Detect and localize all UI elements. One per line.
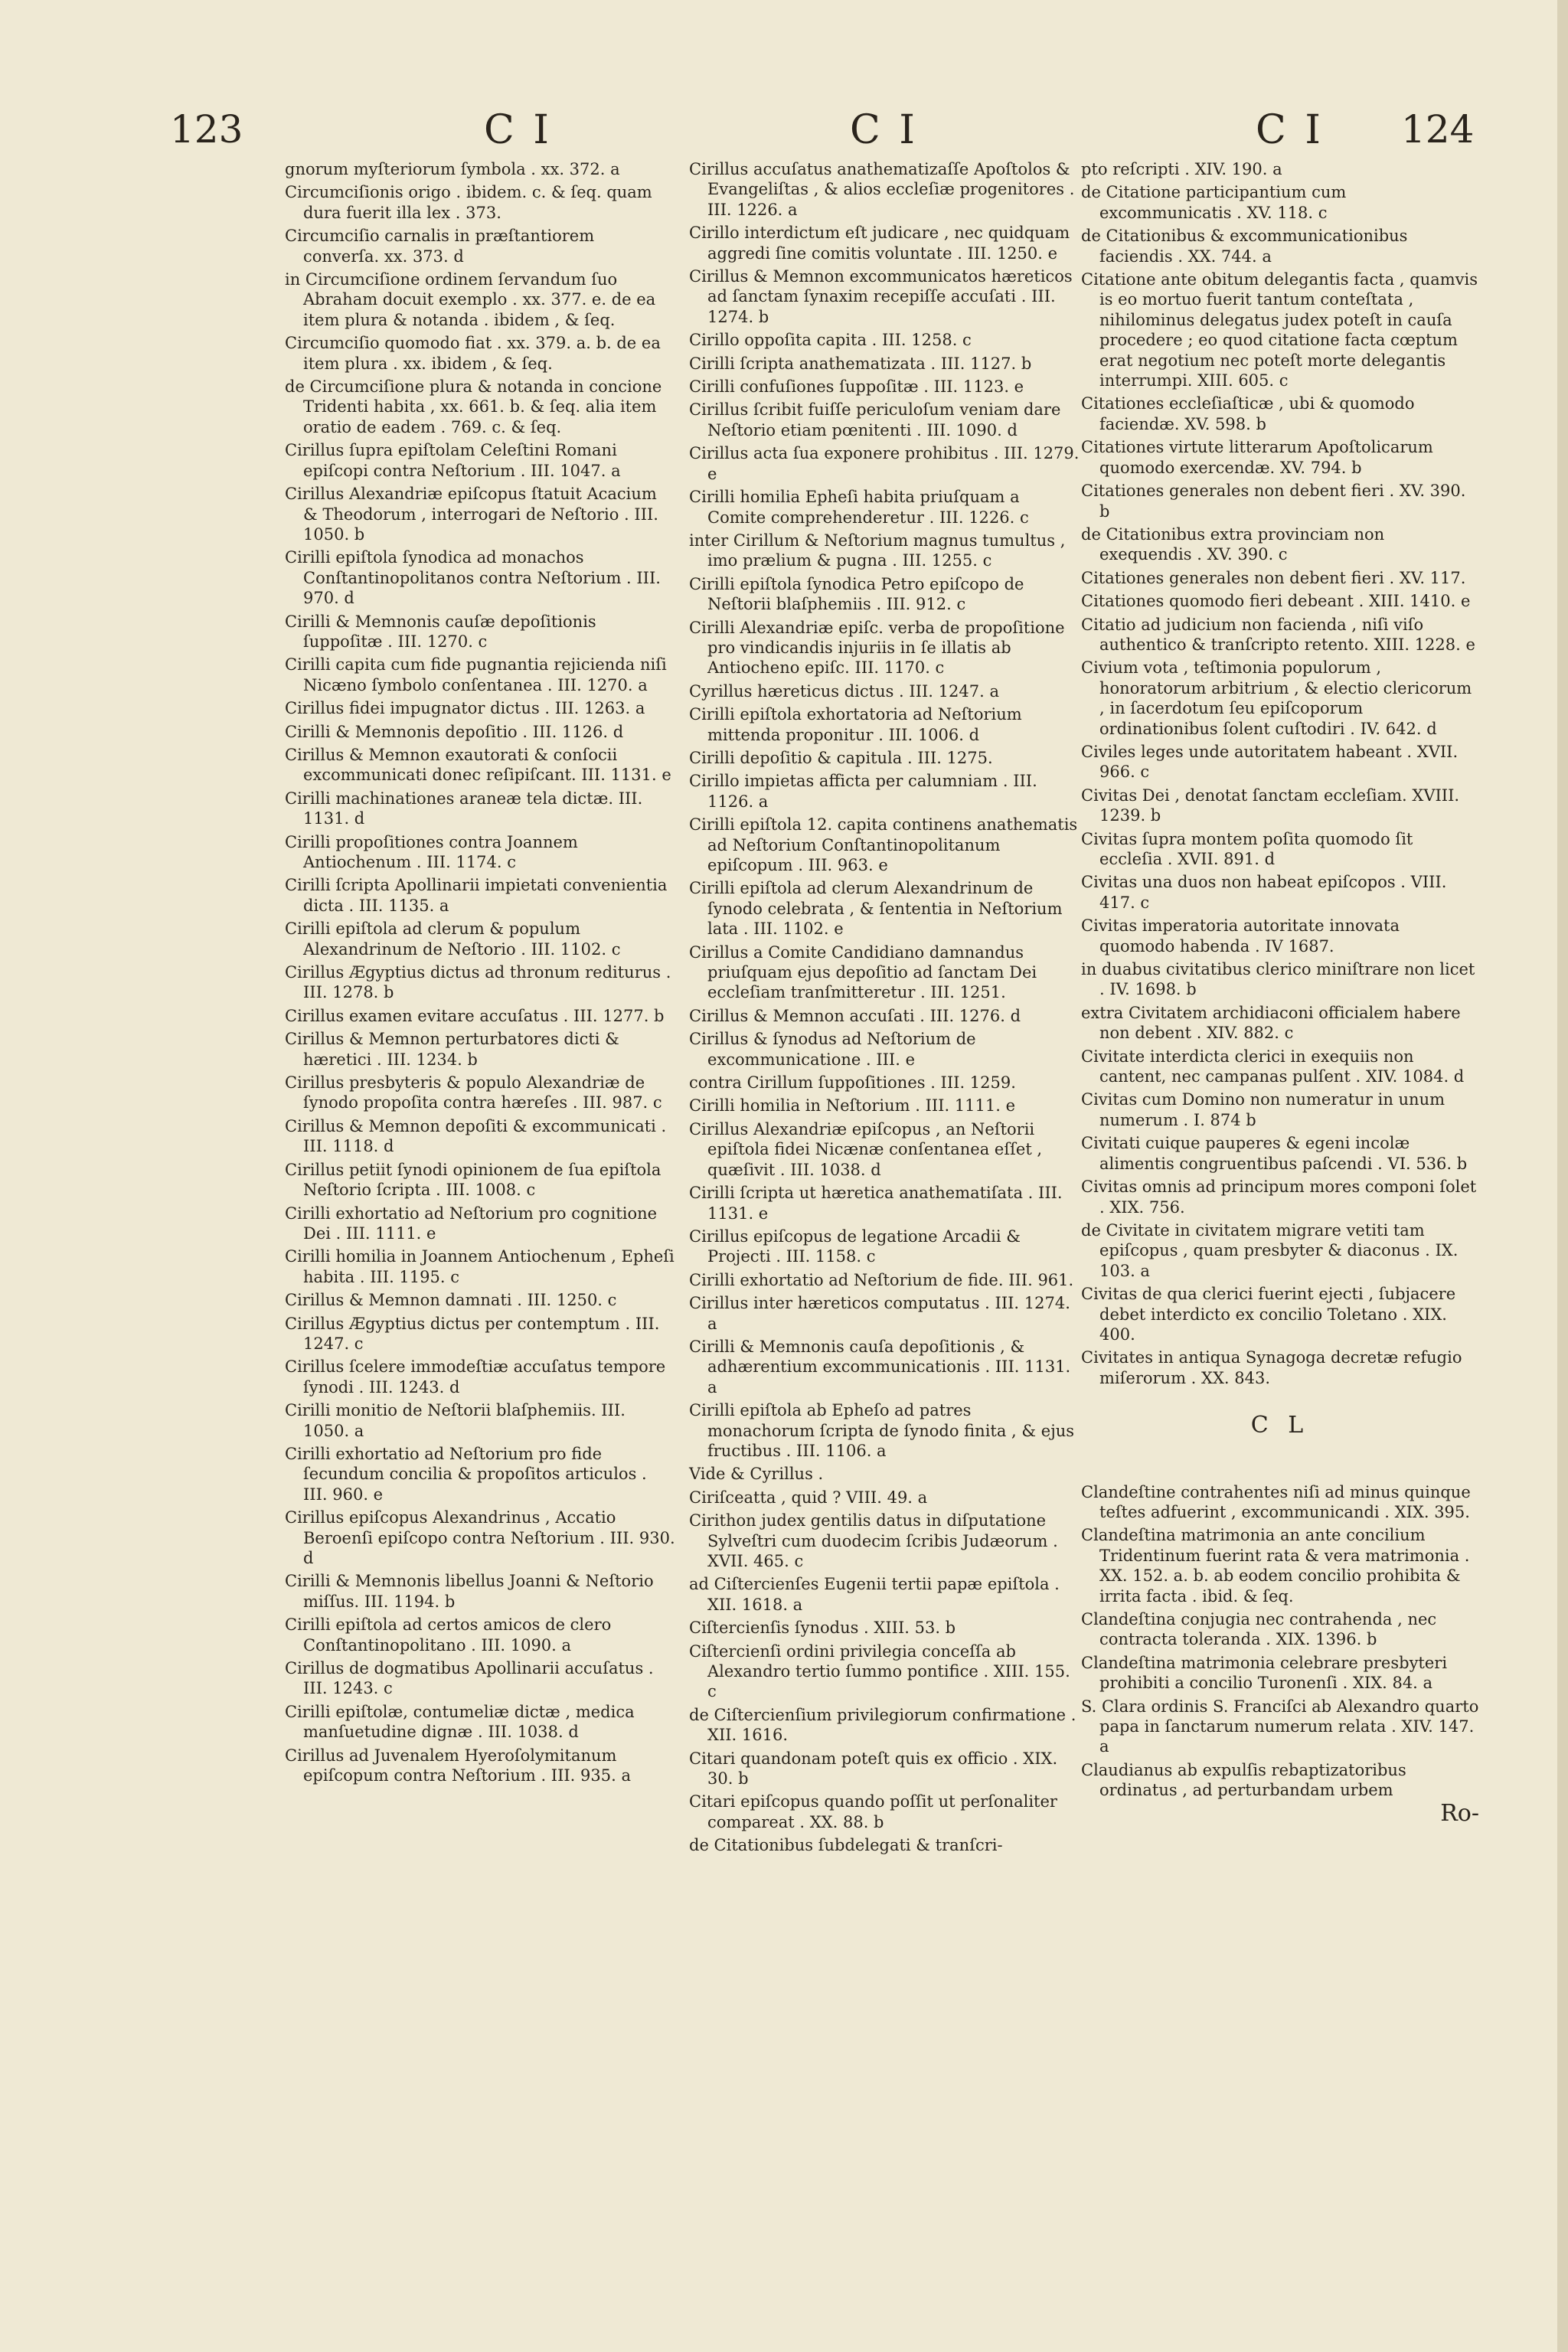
index-entry: Cirillus acta ſua exponere prohibitus . III. 1279. e xyxy=(689,444,1080,483)
index-entry: de Circumciſione plura & notanda in concione Tridenti habita , xx. 661. b. & ſeq. alia item oratio de eadem . 769. c. & ſeq. xyxy=(285,377,662,436)
index-entry: Ciſtercienſis ſynodus . XIII. 53. b xyxy=(689,1619,956,1638)
index-entry: Civitas una duos non habeat epiſcopos . VIII. 417. c xyxy=(1081,873,1447,912)
index-entry: Citationes generales non debent fieri . XV. 390. b xyxy=(1081,482,1466,521)
index-entry: Civitas imperatoria autoritate innovata quomodo habenda . IV 1687. xyxy=(1081,916,1400,956)
index-entry: Cirilli & Memnonis depoſitio . III. 1126. d xyxy=(285,722,624,741)
index-entry: Clandeſtina matrimonia an ante concilium Tridentinum fuerint rata & vera matrimonia . XX. 152. a. b. ab eodem concilio prohibita & irrita facta . ibid. & ſeq. xyxy=(1081,1526,1470,1606)
index-entry: Circumciſio quomodo fiat . xx. 379. a. b. de ea item plura . xx. ibidem , & ſeq. xyxy=(285,334,661,373)
index-entry: extra Civitatem archidiaconi officialem habere non debent . XIV. 882. c xyxy=(1081,1003,1461,1043)
index-entry: Civiles leges unde autoritatem habeant . XVII. 966. c xyxy=(1081,742,1459,782)
index-entry: Cirillus de dogmatibus Apollinarii accuſatus . III. 1243. c xyxy=(285,1659,654,1698)
index-column-3 xyxy=(1081,159,1479,1827)
index-entry: Cirilli homilia in Neſtorium . III. 1111. e xyxy=(689,1096,1016,1116)
index-entry: Cirilli epiſtola exhortatoria ad Neſtorium mittenda proponitur . III. 1006. d xyxy=(689,705,1022,744)
page-edge xyxy=(1557,0,1568,2352)
index-entry: Cirillus examen evitare accuſatus . III. 1277. b xyxy=(285,1006,665,1025)
index-entry: S. Clara ordinis S. Franciſci ab Alexandro quarto papa in ſanctarum numerum relata . XIV. 147. a xyxy=(1081,1697,1479,1756)
index-entry: Ciriſceatta , quid ? VIII. 49. a xyxy=(689,1488,928,1507)
index-entry: Cirilli homilia in Joannem Antiochenum , Epheſi habita . III. 1195. c xyxy=(285,1247,675,1286)
index-entry: Clandeſtina conjugia nec contrahenda , nec contracta toleranda . XIX. 1396. b xyxy=(1081,1610,1437,1649)
index-entry: de Citationibus & excommunicationibus faciendis . XX. 744. a xyxy=(1081,227,1408,266)
index-entry: Clandeſtina matrimonia celebrare presbyteri prohibiti a concilio Turonenſi . XIX. 84. a xyxy=(1081,1653,1448,1693)
index-entry: Cirillus ſupra epiſtolam Celeſtini Romani epiſcopi contra Neſtorium . III. 1047. a xyxy=(285,441,621,480)
index-entry: gnorum myſteriorum ſymbola . xx. 372. a xyxy=(285,160,620,178)
index-entry: Cirillus ſcribit fuiſſe periculoſum veniam dare Neſtorio etiam pœnitenti . III. 1090. d xyxy=(689,400,1061,439)
index-column-1 xyxy=(285,159,675,1788)
index-entry: ad Ciſtercienſes Eugenii tertii papæ epiſtola . XII. 1618. a xyxy=(689,1575,1060,1614)
index-entry: Cirillus accuſatus anathematizaſſe Apoſtolos & Evangeliſtas , & alios eccleſiæ progenitores . III. 1226. a xyxy=(689,160,1075,219)
index-entry: Cirillus Alexandriæ epiſcopus , an Neſtorii epiſtola fidei Nicænæ conſentanea eſſet , quæſivit . III. 1038. d xyxy=(689,1119,1043,1179)
index-entry: Civitate interdicta clerici in exequiis non cantent, nec campanas pulſent . XIV. 1084. d xyxy=(1081,1047,1465,1086)
index-entry: de Citationibus ſubdelegati & tranſcri- xyxy=(689,1836,1003,1855)
index-entry: Cirilli propoſitiones contra Joannem Antiochenum . III. 1174. c xyxy=(285,832,578,871)
index-entry: Cirilli exhortatio ad Neſtorium pro cognitione Dei . III. 1111. e xyxy=(285,1204,658,1243)
index-entry: in duabus civitatibus clerico miniſtrare non licet . IV. 1698. b xyxy=(1081,960,1475,999)
index-entry: Citationes generales non debent fieri . XV. 117. xyxy=(1081,568,1466,587)
index-entry: Cirillo oppoſita capita . III. 1258. c xyxy=(689,331,972,350)
index-entry: Cirilli & Memnonis cauſæ depoſitionis ſuppoſitæ . III. 1270. c xyxy=(285,612,596,651)
index-entry: Cirillus epiſcopus Alexandrinus , Accatio Beroenſi epiſcopo contra Neſtorium . III. 930. d xyxy=(285,1508,675,1567)
index-entry: de Civitate in civitatem migrare vetiti tam epiſcopus , quam presbyter & diaconus . IX. 103. a xyxy=(1081,1220,1459,1280)
index-entry: Cirilli & Memnonis libellus Joanni & Neſtorio miſſus. III. 1194. b xyxy=(285,1572,654,1611)
index-entry: Cirilli epiſtola ſynodica ad monachos Conſtantinopolitanos contra Neſtorium . III. 970. d xyxy=(285,548,661,608)
index-entry: Citationes eccleſiaſticæ , ubi & quomodo faciendæ. XV. 598. b xyxy=(1081,394,1415,433)
index-entry: Cirilli epiſtola ab Epheſo ad patres monachorum ſcripta de ſynodo finita , & ejus fructibus . III. 1106. a xyxy=(689,1401,1075,1460)
index-entry: Cirithon judex gentilis datus in diſputatione Sylveſtri cum duodecim ſcribis Judæorum . XVII. 465. c xyxy=(689,1511,1058,1570)
index-entry: Citari epiſcopus quando poſſit ut perſonaliter compareat . XX. 88. b xyxy=(689,1792,1057,1831)
index-entry: Cirillus & Memnon damnati . III. 1250. c xyxy=(285,1291,617,1310)
index-entry: Cirillus epiſcopus de legatione Arcadii & Projecti . III. 1158. c xyxy=(689,1227,1021,1266)
index-entry: Cirillus ſcelere immodeſtiæ accuſatus tempore ſynodi . III. 1243. d xyxy=(285,1357,666,1396)
column-3-entries-ci xyxy=(1081,159,1479,1388)
index-entry: Cirillus & Memnon perturbatores dicti & hæretici . III. 1234. b xyxy=(285,1030,619,1069)
section-heading: C L xyxy=(1250,1412,1310,1439)
right-page-number: 124 xyxy=(1401,107,1475,152)
index-entry: Cirillus & Memnon accuſati . III. 1276. d xyxy=(689,1006,1021,1025)
column-3-entries-cl xyxy=(1081,1482,1479,1801)
index-entry: de Ciſtercienſium privilegiorum confirmatione . XII. 1616. xyxy=(689,1705,1076,1745)
center-running-head: C I xyxy=(850,107,918,153)
index-entry: Cirillus petiit ſynodi opinionem de ſua epiſtola Neſtorio ſcripta . III. 1008. c xyxy=(285,1160,662,1200)
index-entry: Civium vota , teſtimonia populorum , honoratorum arbitrium , & electio clericorum , in ſacerdotum ſeu epiſcoporum ordinationibus ſolent cuſtodiri . IV. 642. d xyxy=(1081,658,1472,738)
index-entry: Clandeſtine contrahentes niſi ad minus quinque teſtes adfuerint , excommunicandi . XIX. 395. xyxy=(1081,1482,1471,1521)
index-entry: Citatione ante obitum delegantis facta , quamvis is eo mortuo fuerit tantum conteſtata , nihilominus delegatus judex poteſt in cauſa procedere ; eo quod citatione facta cœptum erat negotium nec poteſt morte delegantis interrumpi. XIII. 605. c xyxy=(1081,270,1478,390)
index-entry: in Circumciſione ordinem ſervandum ſuo Abraham docuit exemplo . xx. 377. e. de ea item plura & notanda . ibidem , & ſeq. xyxy=(285,270,656,329)
index-entry: Cirillo interdictum eſt judicare , nec quidquam aggredi ſine comitis voluntate . III. 1250. e xyxy=(689,224,1070,263)
index-entry: Cirillus Ægyptius dictus per contemptum . III. 1247. c xyxy=(285,1314,660,1353)
index-entry: Cirilli homilia Epheſi habita priuſquam a Comite comprehenderetur . III. 1226. c xyxy=(689,488,1029,527)
index-entry: Cirilli confuſiones ſuppoſitæ . III. 1123. e xyxy=(689,377,1024,397)
index-entry: Citatio ad judicium non facienda , niſi viſo authentico & tranſcripto retento. XIII. 1228. e xyxy=(1081,615,1475,654)
index-entry: Cirillus & ſynodus ad Neſtorium de excommunicatione . III. e xyxy=(689,1030,976,1069)
index-entry: Cirillus inter hæreticos computatus . III. 1274. a xyxy=(689,1294,1070,1333)
index-entry: Cirilli exhortatio ad Neſtorium de fide. III. 961. xyxy=(689,1270,1074,1289)
index-entry: Civitas Dei , denotat ſanctam eccleſiam. XVIII. 1239. b xyxy=(1081,786,1460,825)
index-entry: Cirilli epiſtolæ, contumeliæ dictæ , medica manſuetudine dignæ . III. 1038. d xyxy=(285,1702,635,1742)
index-entry: Cirilli & Memnonis cauſa depoſitionis , & adhærentium excommunicationis . III. 1131. a xyxy=(689,1337,1071,1396)
left-page-number: 123 xyxy=(170,107,243,152)
index-entry: Cirillus fidei impugnator dictus . III. 1263. a xyxy=(285,699,645,718)
index-entry: Cirilli machinationes araneæ tela dictæ. III. 1131. d xyxy=(285,789,643,828)
index-entry: Civitas ſupra montem poſita quomodo ſit eccleſia . XVII. 891. d xyxy=(1081,829,1413,868)
index-entry: Cirilli capita cum fide pugnantia rejicienda niſi Nicæno ſymbolo conſentanea . III. 1270. a xyxy=(285,655,667,694)
right-running-head: C I xyxy=(1256,107,1324,153)
index-entry: inter Cirillum & Neſtorium magnus tumultus , imo prælium & pugna . III. 1255. c xyxy=(689,531,1066,570)
index-entry: Cirilli monitio de Neſtorii blaſphemiis. III. 1050. a xyxy=(285,1401,626,1440)
index-entry: Cirillus ad Juvenalem Hyeroſolymitanum epiſcopum contra Neſtorium . III. 935. a xyxy=(285,1746,631,1785)
index-entry: Cirilli epiſtola 12. capita continens anathematis ad Neſtorium Conſtantinopolitanum epiſcopum . III. 963. e xyxy=(689,815,1078,874)
index-entry: Cirillus a Comite Candidiano damnandus priuſquam ejus depoſitio ad ſanctam Dei eccleſiam tranſmitteretur . III. 1251. xyxy=(689,942,1037,1002)
index-entry: Ciſtercienſi ordini privilegia conceſſa ab Alexandro tertio ſummo pontifice . XIII. 155. c xyxy=(689,1642,1070,1701)
index-entry: Civitas de qua clerici fuerint ejecti , ſubjacere debet interdicto ex concilio Toletano . XIX. 400. xyxy=(1081,1285,1456,1344)
index-entry: Cirilli exhortatio ad Neſtorium pro fide ſecundum concilia & propoſitos articulos . III. 960. e xyxy=(285,1444,647,1504)
index-entry: Cirilli ſcripta Apollinarii impietati convenientia dicta . III. 1135. a xyxy=(285,876,668,915)
index-entry: Civitas omnis ad principum mores componi ſolet . XIX. 756. xyxy=(1081,1178,1477,1217)
index-entry: Cirilli epiſtola ad clerum & populum Alexandrinum de Neſtorio . III. 1102. c xyxy=(285,920,621,959)
index-entry: pto reſcripti . XIV. 190. a xyxy=(1081,160,1282,178)
index-entry: Citari quandonam poteſt quis ex officio . XIX. 30. b xyxy=(689,1749,1058,1788)
index-entry: Cirillus Alexandriæ epiſcopus ſtatuit Acacium & Theodorum , interrogari de Neſtorio . III. 1050. b xyxy=(285,485,658,544)
index-entry: de Citatione participantium cum excommunicatis . XV. 118. c xyxy=(1081,183,1347,222)
index-entry: Cirillus Ægyptius dictus ad thronum rediturus . III. 1278. b xyxy=(285,963,671,1002)
index-entry: Civitati cuique pauperes & egeni incolæ alimentis congruentibus paſcendi . VI. 536. b xyxy=(1081,1134,1468,1173)
index-entry: Circumciſio carnalis in præſtantiorem converſa. xx. 373. d xyxy=(285,227,595,266)
index-column-2 xyxy=(689,159,1080,1859)
index-entry: Cirilli epiſtola ſynodica Petro epiſcopo de Neſtorii blaſphemiis . III. 912. c xyxy=(689,574,1024,614)
index-entry: Cirilli epiſtola ad certos amicos de clero Conſtantinopolitano . III. 1090. a xyxy=(285,1615,612,1655)
index-entry: Citationes quomodo fieri debeant . XIII. 1410. e xyxy=(1081,592,1471,611)
index-entry: Cirillus presbyteris & populo Alexandriæ de ſynodo propoſita contra hæreſes . III. 987. c xyxy=(285,1073,662,1112)
index-entry: Civitas cum Domino non numeratur in unum numerum . I. 874 b xyxy=(1081,1090,1446,1129)
index-entry: Cirilli ſcripta ut hæretica anathematiſata . III. 1131. e xyxy=(689,1184,1063,1223)
index-entry: Civitates in antiqua Synagoga decretæ refugio miſerorum . XX. 843. xyxy=(1081,1348,1462,1387)
index-entry: Cirillus & Memnon exautorati & conſocii excommunicati donec reſipiſcant. III. 1131. e xyxy=(285,745,671,785)
index-entry: contra Cirillum ſuppoſitiones . III. 1259. xyxy=(689,1073,1016,1093)
index-entry: Circumciſionis origo . ibidem. c. & ſeq. quam dura fuerit illa lex . 373. xyxy=(285,183,652,222)
index-entry: Vide & Cyrillus . xyxy=(689,1465,824,1484)
index-entry: Cirilli depoſitio & capitula . III. 1275. xyxy=(689,748,993,767)
left-running-head: C I xyxy=(484,107,552,153)
index-entry: Claudianus ab expulſis rebaptizatoribus ordinatus , ad perturbandam urbem xyxy=(1081,1760,1406,1800)
index-entry: de Citationibus extra provinciam non exequendis . XV. 390. c xyxy=(1081,524,1385,564)
index-entry: Cyrillus hæreticus dictus . III. 1247. a xyxy=(689,681,999,701)
index-entry: Cirilli Alexandriæ epiſc. verba de propoſitione pro vindicandis injuriis in ſe illatis ab Antiocheno epiſc. III. 1170. c xyxy=(689,618,1065,678)
index-entry: Citationes virtute litterarum Apoſtolicarum quomodo exercendæ. XV. 794. b xyxy=(1081,438,1433,477)
catchword: Ro- xyxy=(1440,1799,1479,1827)
index-entry: Cirillus & Memnon depoſiti & excommunicati . III. 1118. d xyxy=(285,1116,667,1156)
index-entry: Cirillus & Memnon excommunicatos hæreticos ad ſanctam ſynaxim recepiſſe accuſati . III. 1274. b xyxy=(689,267,1073,326)
index-entry: Cirilli epiſtola ad clerum Alexandrinum de ſynodo celebrata , & ſententia in Neſtorium lata . III. 1102. e xyxy=(689,879,1063,939)
index-entry: Cirilli ſcripta anathematizata . III. 1127. b xyxy=(689,354,1032,373)
index-entry: Cirillo impietas afficta per calumniam . III. 1126. a xyxy=(689,772,1037,811)
